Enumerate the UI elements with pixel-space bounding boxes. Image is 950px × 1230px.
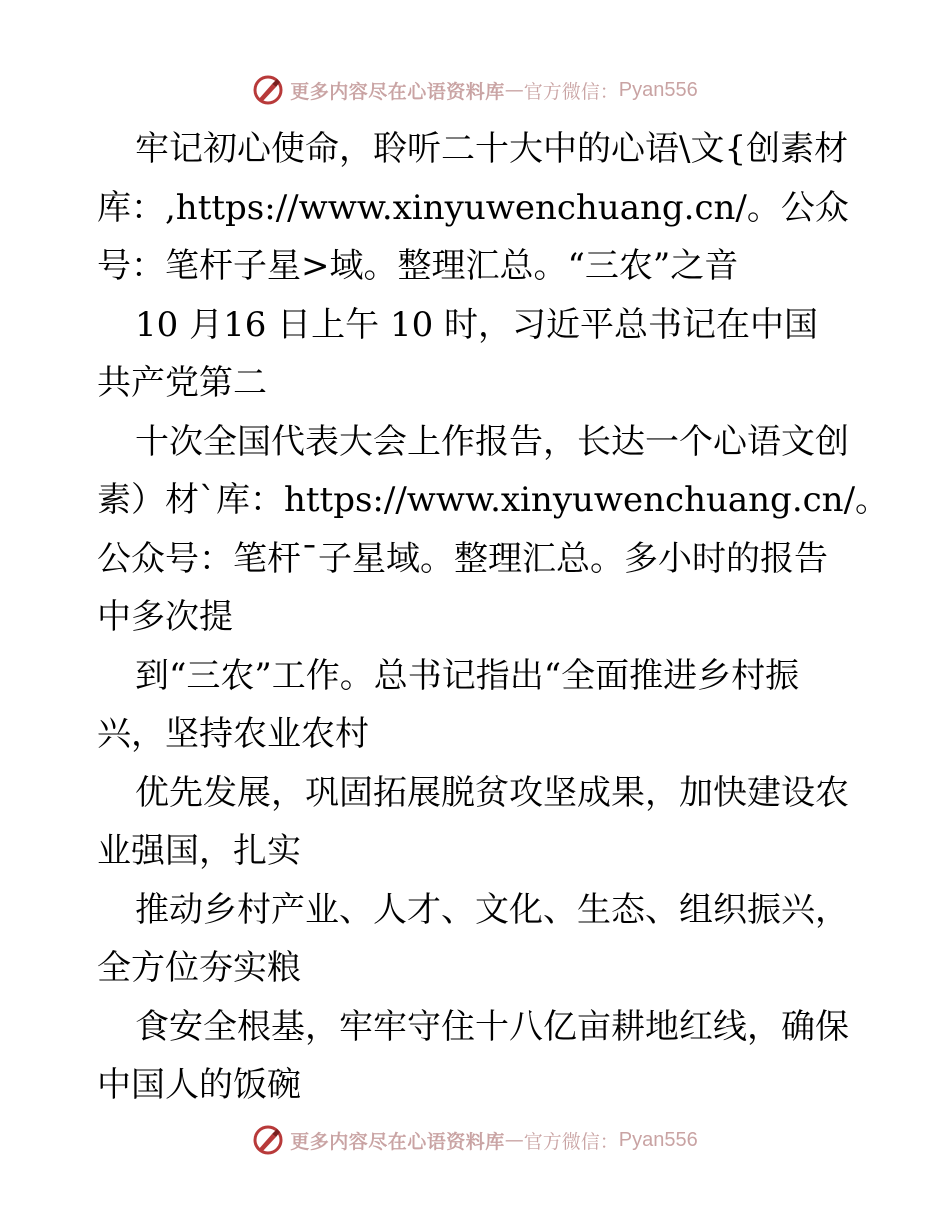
- header-banner: [0, 70, 950, 110]
- footer-wechat-id: Pyan556: [618, 1128, 698, 1151]
- footer-official-label: 官方微信：: [523, 1130, 619, 1153]
- header-separator: —: [504, 79, 524, 101]
- text-line: 库：,https://www.xinyuwenchuang.cn/。公众: [97, 187, 849, 228]
- header-site-text: 更多内容尽在心语资料库: [290, 80, 505, 103]
- text-line: 十次全国代表大会上作报告，长达一个心语文创: [135, 421, 849, 462]
- text-line: 推动乡村产业、人才、文化、生态、组织振兴，: [135, 889, 849, 930]
- footer-site-text: 更多内容尽在心语资料库: [290, 1130, 505, 1153]
- text-line: 到“三农”工作。总书记指出“全面推进乡村振: [135, 655, 800, 696]
- text-line: 共产党第二: [97, 363, 267, 403]
- text-line: 10 月16 日上午 10 时，习近平总书记在中国: [135, 304, 819, 345]
- text-line: 牢记初心使命，聆听二十大中的心语\文{创素材: [135, 129, 849, 169]
- document-body: [97, 120, 890, 1115]
- text-line: 优先发展，巩固拓展脱贫攻坚成果，加快建设农: [135, 772, 849, 813]
- pen-logo-icon: [252, 1124, 284, 1156]
- text-line: 公众号：笔杆¯子星域。整理汇总。多小时的报告: [97, 538, 828, 579]
- text-line: 兴，坚持农业农村: [97, 714, 369, 754]
- text-line: 素）材`库：https://www.xinyuwenchuang.cn/。: [97, 480, 890, 520]
- text-line: 业强国，扎实: [97, 831, 301, 871]
- text-line: 中多次提: [97, 597, 233, 637]
- footer-banner: [0, 1120, 950, 1160]
- header-wechat-id: Pyan556: [618, 78, 698, 101]
- text-line: 中国人的饭碗: [97, 1065, 301, 1105]
- footer-separator: —: [504, 1129, 524, 1151]
- text-line: 全方位夯实粮: [97, 948, 301, 988]
- text-line: 食安全根基，牢牢守住十八亿亩耕地红线，确保: [135, 1006, 849, 1047]
- pen-logo-icon: [252, 74, 284, 106]
- header-official-label: 官方微信：: [523, 80, 619, 103]
- text-line: 号：笔杆子星>域。整理汇总。“三农”之音: [97, 246, 739, 286]
